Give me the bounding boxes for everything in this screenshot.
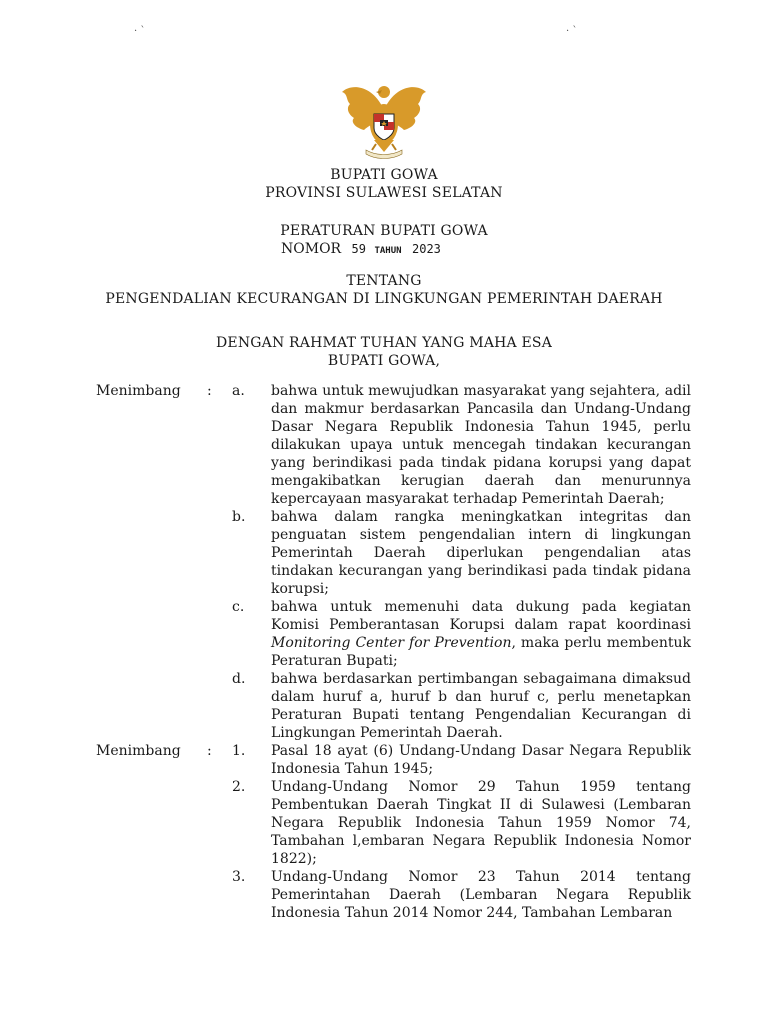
item-text-part: , maka perlu membentuk Peraturan Bupati; [271,635,691,669]
item-text-part: bahwa untuk memenuhi data dukung pada kegiatan Komisi Pemberantasan Korupsi dalam rapat koordinasi [271,599,691,633]
tahun-label: TAHUN [374,246,402,256]
scan-speck: · ` [134,26,146,37]
list-item [0,868,768,922]
item-text: Undang-Undang Nomor 29 Tahun 1959 tentang Pembentukan Daerah Tingkat II di Sulawesi (Lembaran Negara Republik Indonesia Tahun 1959 Nomor 74, Tambahan l,embaran Negara Republik Indonesia Nomor 1822); [271,779,691,867]
section-label: Menimbang [96,383,181,399]
tahun-value: 2023 [412,242,441,256]
list-item [0,742,768,778]
nomor-label: NOMOR [281,241,342,257]
item-marker: c. [232,599,245,615]
item-marker: a. [232,383,245,399]
item-text: bahwa berdasarkan pertimbangan sebagaimana dimaksud dalam huruf a, huruf b dan huruf c, perlu menetapkan Peraturan Bupati tentang Pengendalian Kecurangan di Lingkungan Pemerintah Daerah. [271,671,691,741]
regulation-type: PERATURAN BUPATI GOWA [280,223,488,239]
list-item [0,670,768,742]
list-item [0,598,768,670]
invocation: DENGAN RAHMAT TUHAN YANG MAHA ESA [215,335,553,351]
item-text-italic: Monitoring Center for Prevention [271,635,512,651]
item-text [271,598,691,670]
nomor-value: 59 [351,242,366,256]
section-label: Menimbang [96,743,181,759]
regulation-number [281,240,441,260]
item-marker: 1. [232,743,246,759]
section-colon: : [207,743,212,759]
section-colon: : [207,383,212,399]
item-text: bahwa dalam rangka meningkatkan integritas dan penguatan sistem pengendalian intern di lingkungan Pemerintah Daerah diperlukan pengendalian atas tindakan kecurangan yang berindikasi pada tindak pidana korupsi; [271,509,691,597]
list-item [0,778,768,868]
document-body [0,382,768,922]
invocation-office: BUPATI GOWA, [327,353,441,369]
garuda-emblem-icon [336,78,432,162]
scan-speck: · ` [566,26,578,37]
item-marker: 3. [232,869,246,885]
about-label: TENTANG [346,273,422,289]
item-marker: 2. [232,779,246,795]
item-text: bahwa untuk mewujudkan masyarakat yang sejahtera, adil dan makmur berdasarkan Pancasila dan Undang-Undang Dasar Negara Republik Indonesia Tahun 1945, perlu dilakukan upaya untuk mencegah tindakan kecurangan yang berindikasi pada tindak pidana korupsi yang dapat mengakibatkan kerugian daerah dan menurunnya kepercayaan masyarakat terhadap Pemerintah Daerah; [271,383,691,507]
list-item [0,382,768,508]
province-title: PROVINSI SULAWESI SELATAN [265,185,503,201]
list-item [0,508,768,598]
item-text: Pasal 18 ayat (6) Undang-Undang Dasar Negara Republik Indonesia Tahun 1945; [271,743,691,777]
item-marker: d. [232,671,246,687]
item-text: Undang-Undang Nomor 23 Tahun 2014 tentang Pemerintahan Daerah (Lembaran Negara Republik Indonesia Tahun 2014 Nomor 244, Tambahan Lembaran [271,869,691,921]
item-marker: b. [232,509,246,525]
office-title: BUPATI GOWA [330,167,438,183]
regulation-subject: PENGENDALIAN KECURANGAN DI LINGKUNGAN PEMERINTAH DAERAH [105,291,663,307]
